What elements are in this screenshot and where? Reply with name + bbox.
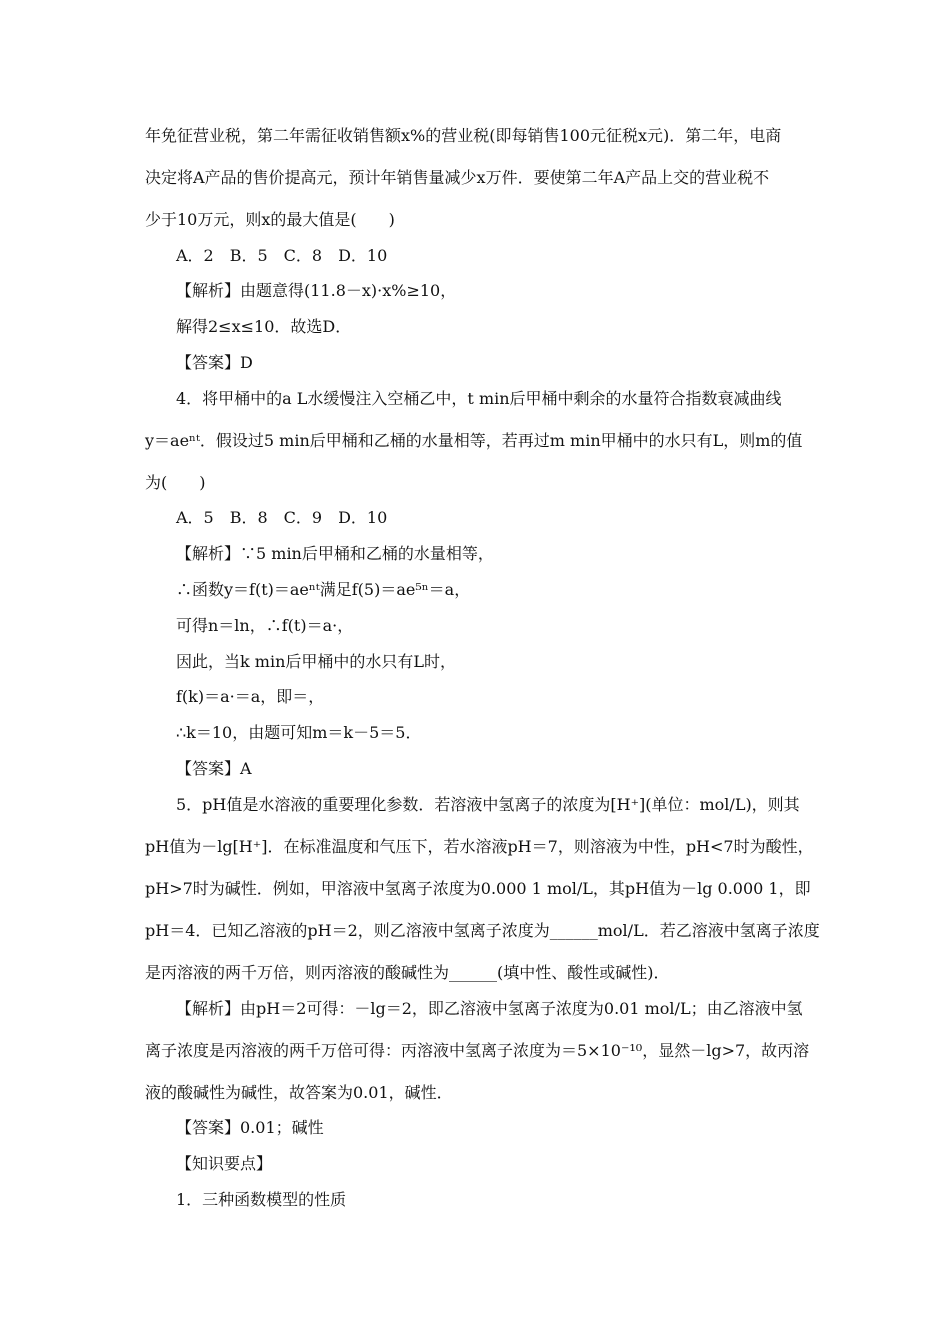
section-heading: 【知识要点】 — [176, 1154, 273, 1173]
subsection-heading: 1．三种函数模型的性质 — [176, 1190, 347, 1209]
question-5-line-2: pH值为－lg[H⁺]．在标准温度和气压下，若水溶液pH＝7，则溶液为中性，pH<7时为酸性， — [145, 837, 814, 856]
text-line-6: 解得2≤x≤10．故选D． — [176, 317, 352, 336]
analysis-q3: 【解析】由题意得(11.8－x)·x%≥10， — [176, 281, 457, 300]
text-line-13: ∴函数y＝f(t)＝aeⁿᵗ满足f(5)＝ae⁵ⁿ＝a， — [176, 580, 471, 599]
text-line-2: 决定将A产品的售价提高元，预计年销售量减少x万件．要使第二年A产品上交的营业税不 — [145, 168, 770, 187]
analysis-q5-line-1: 【解析】由pH＝2可得：－lg＝2，即乙溶液中氢离子浓度为0.01 mol/L；由乙溶液中氢 — [176, 999, 803, 1018]
question-4-line-1: 4．将甲桶中的a L水缓慢注入空桶乙中，t min后甲桶中剩余的水量符合指数衰减曲线 — [176, 389, 782, 408]
text-line-16: f(k)＝a·＝a，即＝， — [176, 687, 325, 706]
analysis-q5-line-2: 离子浓度是丙溶液的两千万倍可得：丙溶液中氢离子浓度为＝5×10⁻¹⁰，显然－lg>7，故丙溶 — [145, 1041, 810, 1060]
question-5-line-5: 是丙溶液的两千万倍，则丙溶液的酸碱性为______(填中性、酸性或碱性)． — [145, 963, 670, 982]
analysis-q4: 【解析】∵5 min后甲桶和乙桶的水量相等， — [176, 544, 494, 563]
options-q3: A．2 B．5 C．8 D．10 — [176, 246, 388, 265]
options-q4: A．5 B．8 C．9 D．10 — [176, 508, 388, 527]
text-line-3: 少于10万元，则x的最大值是( ) — [145, 210, 395, 229]
text-line-14: 可得n＝ln，∴f(t)＝a·， — [176, 616, 354, 635]
text-line-1: 年免征营业税，第二年需征收销售额x%的营业税(即每销售100元征税x元)．第二年，电商 — [145, 126, 782, 145]
question-5-line-1: 5．pH值是水溶液的重要理化参数．若溶液中氢离子的浓度为[H⁺](单位：mol/L)，则其 — [176, 795, 800, 814]
analysis-q5-line-3: 液的酸碱性为碱性，故答案为0.01，碱性． — [145, 1083, 453, 1102]
answer-q5: 【答案】0.01；碱性 — [176, 1118, 324, 1137]
question-5-line-4: pH＝4．已知乙溶液的pH＝2，则乙溶液中氢离子浓度为______mol/L．若乙溶液中氢离子浓度 — [145, 921, 820, 940]
answer-q4: 【答案】A — [176, 759, 252, 778]
text-line-17: ∴k＝10，由题可知m＝k－5＝5． — [176, 723, 422, 742]
text-line-15: 因此，当k min后甲桶中的水只有L时， — [176, 652, 457, 671]
answer-q3: 【答案】D — [176, 353, 253, 372]
question-5-line-3: pH>7时为碱性．例如，甲溶液中氢离子浓度为0.000 1 mol/L，其pH值为－lg 0.000 1，即 — [145, 879, 811, 898]
question-4-line-3: 为( ) — [145, 473, 206, 492]
question-4-line-2: y＝aeⁿᵗ．假设过5 min后甲桶和乙桶的水量相等，若再过m min甲桶中的水只有L，则m的值 — [145, 431, 803, 450]
